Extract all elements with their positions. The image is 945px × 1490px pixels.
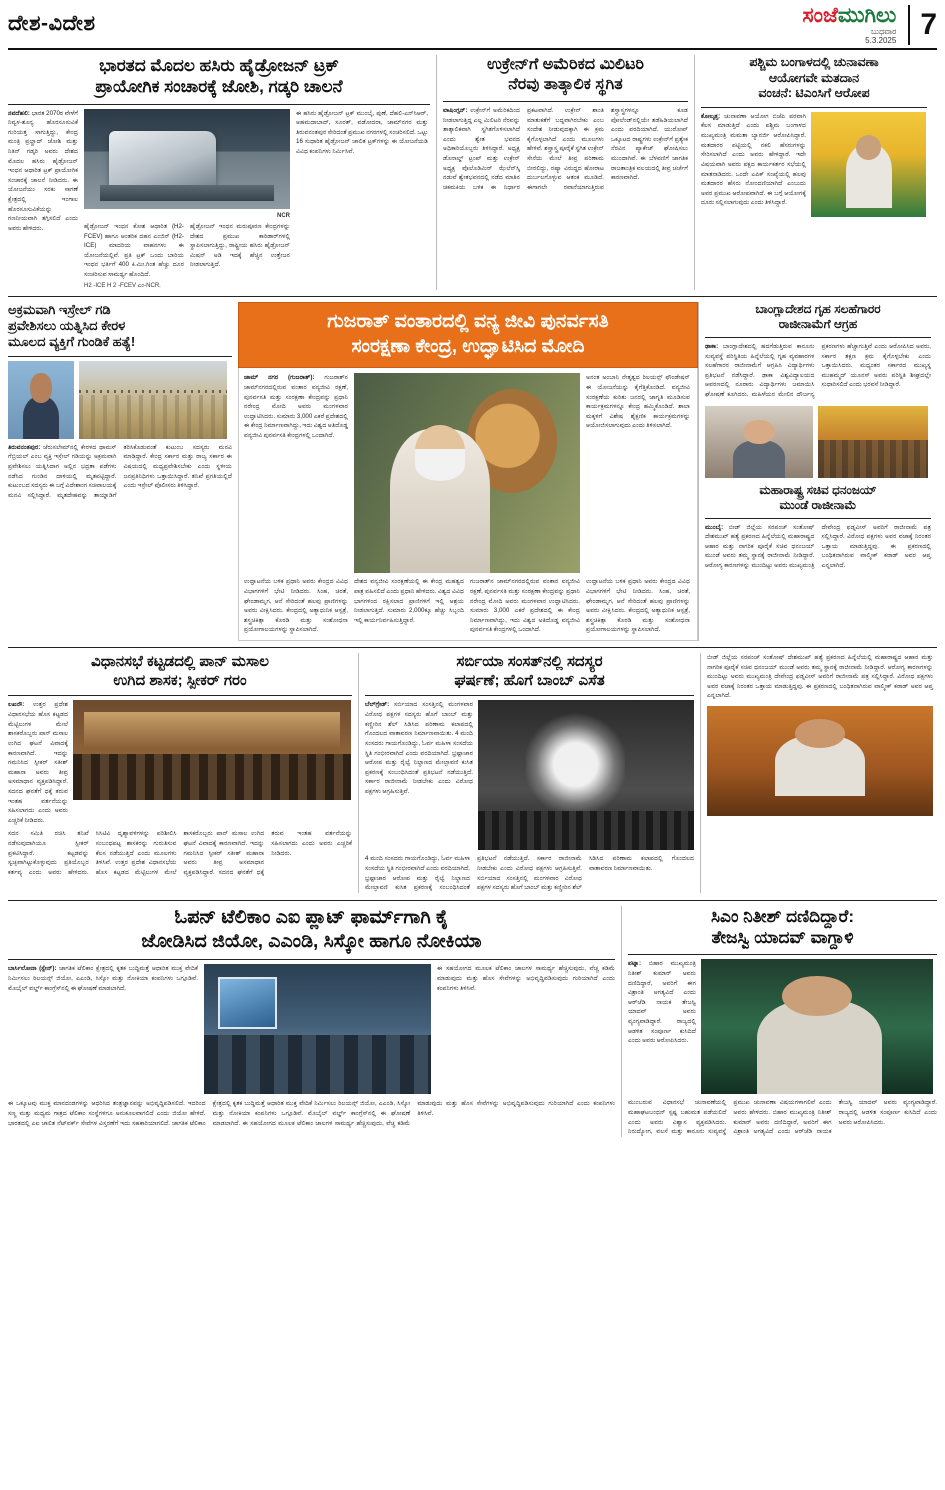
publication-date: 5.3.2025 (865, 36, 897, 45)
story-telecom-ai (8, 906, 621, 1137)
story-body-col1: ಜಾಮ್ ನಗರ (ಗುಜರಾತ್): ಗುಜರಾತ್‌ನ ಜಾಮ್‌ನಗರದಲ್ಲಿರುವ ವಂತಾರ ವನ್ಯಜೀವಿ ರಕ್ಷಣೆ, ಪುನರ್ವಸತಿ ಮತ್ತು ಸಂರಕ್ಷಣಾ ಕೇಂದ್ರವನ್ನು ಪ್ರಧಾನಿ ನರೇಂದ್ರ ಮೋದಿ ಅವರು ಮಂಗಳವಾರ ಉದ್ಘಾಟಿಸಿದರು. ಸುಮಾರು 3,000 ಎಕರೆ ಪ್ರದೇಶದಲ್ಲಿ ಈ ಕೇಂದ್ರ ನಿರ್ಮಾಣವಾಗಿದ್ದು, ಇದು ವಿಶ್ವದ ಅತಿದೊಡ್ಡ ವನ್ಯಜೀವಿ ಪುನರ್ವಸತಿ ಕೇಂದ್ರಗಳಲ್ಲಿ ಒಂದಾಗಿದೆ. (244, 374, 348, 439)
photo-caption-ncr: NCR (277, 212, 290, 219)
byline: ಬಾರ್ಸಿಲೋನಾ (ಸ್ಪೇನ್): (8, 965, 57, 973)
story-body-continued: ಸದನ ಸಮಿತಿ ರಚಿಸಿ ತನಿಖೆ ನಡೆಸುವುದಾಗಿಯೂ ಸ್ಪೀಕರ್ ಪ್ರಕಟಿಸಿದ್ದಾರೆ. ಕಟ್ಟಡವನ್ನು ಸ್ವಚ್ಛವಾಗಿಟ್ಟುಕೊಳ್ಳುವುದು ಪ್ರತಿಯೊಬ್ಬರ ಕರ್ತವ್ಯ ಎಂದು ಅವರು ಹೇಳಿದರು. ಸಿಸಿಟಿವಿ ದೃಶ್ಯಾವಳಿಗಳನ್ನು ಪರಿಶೀಲಿಸಿ ಸಂಬಂಧಪಟ್ಟ ಶಾಸಕರನ್ನು ಗುರುತಿಸುವ ಕೆಲಸ ನಡೆಯುತ್ತಿದೆ ಎಂದು ಮೂಲಗಳು ತಿಳಿಸಿವೆ. ಉತ್ತರ ಪ್ರದೇಶ ವಿಧಾನಸಭೆಯ ಹೊಸ ಕಟ್ಟಡದ ಮೆಟ್ಟಿಲುಗಳ ಮೇಲೆ ಶಾಸಕರೊಬ್ಬರು ಪಾನ್ ಮಸಾಲ ಉಗಿದ ಘಟನೆ ವಿವಾದಕ್ಕೆ ಕಾರಣವಾಗಿದೆ. ಇದನ್ನು ಗಮನಿಸಿದ ಸ್ಪೀಕರ್ ಸತೀಶ್ ಮಹಾನಾ ಅವರು ತೀವ್ರ ಅಸಮಾಧಾನ ವ್ಯಕ್ತಪಡಿಸಿದ್ದಾರೆ. ಸದನದ ಘನತೆಗೆ ಧಕ್ಕೆ ತರುವ ಇಂತಹ ವರ್ತನೆಯನ್ನು ಸಹಿಸಲಾಗದು ಎಂದು ಅವರು ಎಚ್ಚರಿಕೆ ನೀಡಿದರು. (8, 830, 352, 876)
story-ukraine-aid (436, 55, 694, 290)
story-body-col3b: ಗುಜರಾತ್‌ನ ಜಾಮ್‌ನಗರದಲ್ಲಿರುವ ವಂತಾರ ವನ್ಯಜೀವಿ ರಕ್ಷಣೆ, ಪುನರ್ವಸತಿ ಮತ್ತು ಸಂರಕ್ಷಣಾ ಕೇಂದ್ರವನ್ನು ಪ್ರಧಾನಿ ನರೇಂದ್ರ ಮೋದಿ ಅವರು ಮಂಗಳವಾರ ಉದ್ಘಾಟಿಸಿದರು. ಸುಮಾರು 3,000 ಎಕರೆ ಪ್ರದೇಶದಲ್ಲಿ ಈ ಕೇಂದ್ರ ನಿರ್ಮಾಣವಾಗಿದ್ದು, ಇದು ವಿಶ್ವದ ಅತಿದೊಡ್ಡ ವನ್ಯಜೀವಿ ಪುನರ್ವಸತಿ ಕೇಂದ್ರಗಳಲ್ಲಿ ಒಂದಾಗಿದೆ. (470, 578, 580, 634)
headline: ಬಾಂಗ್ಲಾದೇಶದ ಗೃಹ ಸಲಹೆಗಾರರ ರಾಜೀನಾಮೆಗೆ ಆಗ್ರಹ (755, 301, 881, 331)
byline: ಲಖನೌ: (8, 701, 25, 709)
headline: ಪಶ್ಚಿಮ ಬಂಗಾಳದಲ್ಲಿ ಚುನಾವಣಾ ಆಯೋಗವೇ ಮತದಾನ ವಂಚನೆ: ಟಿಎಂಸಿಗೆ ಆರೋಪ (749, 55, 879, 101)
parliament-smoke-photo (478, 700, 694, 850)
byline: ಜಾಮ್ ನಗರ (ಗುಜರಾತ್): (244, 374, 315, 382)
byline: ಮುಂಬೈ: (705, 523, 724, 531)
telecom-panel-photo (204, 964, 431, 1094)
minister-podium-photo (707, 706, 933, 816)
headline: ಸರ್ಬಿಯಾ ಸಂಸತ್‌ನಲ್ಲಿ ಸದಸ್ಯರ ಘರ್ಷಣೆ; ಹೊಗೆ ಬಾಂಬ್ ಎಸೆತ (454, 652, 605, 689)
headline: ಭಾರತದ ಮೊದಲ ಹಸಿರು ಹೈಡ್ರೋಜನ್ ಟ್ರಕ್ ಪ್ರಾಯೋಗಿಕ ಸಂಚಾರಕ್ಕೆ ಜೋಶಿ, ಗಡ್ಕರಿ ಚಾಲನೆ (95, 56, 343, 97)
byline: ಢಾಕಾ: (705, 342, 719, 350)
story-body-continued: ಮುಂಬರುವ ವಿಧಾನಸಭೆ ಚುನಾವಣೆಯಲ್ಲಿ ಮಹಾಘಟಬಂಧನ್ ಸ್ಪಷ್ಟ ಬಹುಮತ ಪಡೆಯಲಿದೆ ಎಂದು ಅವರು ವಿಶ್ವಾಸ ವ್ಯಕ್ತಪಡಿಸಿದರು. ನಿರುದ್ಯೋಗ, ವಲಸೆ ಮತ್ತು ಕಾನೂನು ಸುವ್ಯವಸ್ಥೆ ಪ್ರಮುಖ ಚುನಾವಣಾ ವಿಷಯಗಳಾಗಲಿವೆ ಎಂದು ಅವರು ಹೇಳಿದರು. ಬಿಹಾರ ಮುಖ್ಯಮಂತ್ರಿ ನಿತೀಶ್ ಕುಮಾರ್ ಅವರು ದಣಿದಿದ್ದಾರೆ, ಅವರಿಗೆ ಈಗ ವಿಶ್ರಾಂತಿ ಅಗತ್ಯವಿದೆ ಎಂದು ಆರ್‌ಜೆಡಿ ನಾಯಕ ತೇಜಸ್ವಿ ಯಾದವ್ ಅವರು ವ್ಯಂಗ್ಯವಾಡಿದ್ದಾರೆ. ರಾಜ್ಯದಲ್ಲಿ ಆಡಳಿತ ಸಂಪೂರ್ಣ ಕುಸಿದಿದೆ ಎಂದು ಅವರು ಆರೋಪಿಸಿದರು. (628, 1099, 937, 1136)
modi-beard (415, 449, 465, 481)
story-bangladesh-adviser (705, 302, 931, 400)
story-body-col4b: ಉದ್ಘಾಟನೆಯ ಬಳಿಕ ಪ್ರಧಾನಿ ಅವರು ಕೇಂದ್ರದ ವಿವಿಧ ವಿಭಾಗಗಳಿಗೆ ಭೇಟಿ ನೀಡಿದರು. ಸಿಂಹ, ಚಿರತೆ, ಘೇಂಡಾಮೃಗ, ಆನೆ ಸೇರಿದಂತೆ ಹಲವು ಪ್ರಾಣಿಗಳನ್ನು ಅವರು ವೀಕ್ಷಿಸಿದರು. ಕೇಂದ್ರದಲ್ಲಿ ಅತ್ಯಾಧುನಿಕ ಆಸ್ಪತ್ರೆ, ಶಸ್ತ್ರಚಿಕಿತ್ಸಾ ಕೊಠಡಿ ಮತ್ತು ಸಂಶೋಧನಾ ಪ್ರಯೋಗಾಲಯಗಳನ್ನು ಸ್ಥಾಪಿಸಲಾಗಿದೆ. (586, 578, 690, 634)
story-gujarat-vantara (238, 302, 698, 641)
story-body: ಮುಂಬೈ: ಬೀಡ್ ಜಿಲ್ಲೆಯ ಸರಪಂಚ್ ಸಂತೋಷ್ ದೇಶಮುಖ್ ಹತ್ಯೆ ಪ್ರಕರಣದ ಹಿನ್ನೆಲೆಯಲ್ಲಿ ಮಹಾರಾಷ್ಟ್ರದ ಆಹಾರ ಮತ್ತು ನಾಗರಿಕ ಪೂರೈಕೆ ಸಚಿವ ಧನಂಜಯ್ ಮುಂಡೆ ಅವರು ತಮ್ಮ ಸ್ಥಾನಕ್ಕೆ ರಾಜೀನಾಮೆ ನೀಡಿದ್ದಾರೆ. ಆರೋಗ್ಯ ಕಾರಣಗಳನ್ನು ಮುಂದಿಟ್ಟು ಅವರು ಮುಖ್ಯಮಂತ್ರಿ ದೇವೇಂದ್ರ ಫಡ್ನವೀಸ್ ಅವರಿಗೆ ರಾಜೀನಾಮೆ ಪತ್ರ ಸಲ್ಲಿಸಿದ್ದಾರೆ. ವಿರೋಧ ಪಕ್ಷಗಳು ಅವರ ವಜಾಕ್ಕೆ ನಿರಂತರ ಒತ್ತಾಯ ಮಾಡುತ್ತಿದ್ದವು. ಈ ಪ್ರಕರಣದಲ್ಲಿ ಬಂಧಿತನಾಗಿರುವ ವಾಲ್ಮೀಕ್ ಕರಾಡ್ ಅವರ ಆಪ್ತ ಎನ್ನಲಾಗಿದೆ. (705, 523, 931, 570)
presentation-screen (218, 977, 277, 1029)
byline: ತಿರುವನಂತಪುರ: (8, 443, 41, 451)
right-rail-second (698, 302, 931, 641)
story-body: ತಿರುವನಂತಪುರ: ಜೆರುಸಲೇಮ್‌ನಲ್ಲಿ ಕೇರಳದ ಥಾಮಸ್ ಗೆಬ್ರಿಯಲ್ ಎಂಬ ವ್ಯಕ್ತಿ ಇಸ್ರೇಲ್ ಗಡಿಯನ್ನು ಅಕ್ರಮವಾಗಿ ಪ್ರವೇಶಿಸಲು ಯತ್ನಿಸಿದಾಗ ಅಲ್ಲಿನ ಭದ್ರತಾ ಪಡೆಗಳು ನಡೆಸಿದ ಗುಂಡಿನ ದಾಳಿಯಲ್ಲಿ ಮೃತಪಟ್ಟಿದ್ದಾರೆ. ಕುಟುಂಬದ ಸದಸ್ಯರು ಈ ಬಗ್ಗೆ ವಿದೇಶಾಂಗ ಸಚಿವಾಲಯಕ್ಕೆ ಮನವಿ ಸಲ್ಲಿಸಿದ್ದಾರೆ. ಮೃತದೇಹವನ್ನು ತಾಯ್ನಾಡಿಗೆ ತರಿಸಿಕೊಡುವಂತೆ ಕುಟುಂಬ ಸದಸ್ಯರು ಮನವಿ ಮಾಡಿದ್ದಾರೆ. ಕೇಂದ್ರ ಸರ್ಕಾರ ಮತ್ತು ರಾಜ್ಯ ಸರ್ಕಾರ ಈ ವಿಷಯದಲ್ಲಿ ಮಧ್ಯಪ್ರವೇಶಿಸಬೇಕು ಎಂದು ಸ್ಥಳೀಯ ಜನಪ್ರತಿನಿಧಿಗಳು ಒತ್ತಾಯಿಸಿದ್ದಾರೆ. ತನಿಖೆ ಪ್ರಗತಿಯಲ್ಲಿದೆ ಎಂದು ಇಸ್ರೇಲ್ ಪೊಲೀಸರು ತಿಳಿಸಿದ್ದಾರೆ. (8, 443, 232, 499)
story-maharashtra-minister (705, 483, 931, 571)
story-body: ಢಾಕಾ: ಬಾಂಗ್ಲಾದೇಶದಲ್ಲಿ ಹದಗೆಡುತ್ತಿರುವ ಕಾನೂನು ಸುವ್ಯವಸ್ಥೆ ಪರಿಸ್ಥಿತಿಯ ಹಿನ್ನೆಲೆಯಲ್ಲಿ ಗೃಹ ವ್ಯವಹಾರಗಳ ಸಲಹೆಗಾರರ ರಾಜೀನಾಮೆಗೆ ಆಗ್ರಹಿಸಿ ವಿದ್ಯಾರ್ಥಿಗಳು ಪ್ರತಿಭಟನೆ ನಡೆಸಿದ್ದಾರೆ. ಢಾಕಾ ವಿಶ್ವವಿದ್ಯಾಲಯದ ಆವರಣದಲ್ಲಿ ನೂರಾರು ವಿದ್ಯಾರ್ಥಿಗಳು ಜಮಾಯಿಸಿ ಘೋಷಣೆ ಕೂಗಿದರು. ಮಹಿಳೆಯರ ಮೇಲಿನ ದೌರ್ಜನ್ಯ ಪ್ರಕರಣಗಳು ಹೆಚ್ಚಾಗುತ್ತಿವೆ ಎಂದು ಆರೋಪಿಸಿದ ಅವರು, ಸರ್ಕಾರ ತಕ್ಷಣ ಕ್ರಮ ಕೈಗೊಳ್ಳಬೇಕು ಎಂದು ಒತ್ತಾಯಿಸಿದರು. ಮಧ್ಯಂತರ ಸರ್ಕಾರದ ಮುಖ್ಯಸ್ಥ ಮುಹಮ್ಮದ್ ಯೂನಸ್ ಅವರು ಪರಿಸ್ಥಿತಿ ಶೀಘ್ರದಲ್ಲೇ ಸುಧಾರಿಸಲಿದೆ ಎಂದು ಭರವಸೆ ನೀಡಿದ್ದಾರೆ. (705, 342, 931, 398)
masthead-right (802, 6, 937, 44)
byline: ಕೋಲ್ಕತ್ತ: (701, 112, 721, 120)
right-rail-third (700, 653, 933, 893)
story-nitish-tejashwi (621, 906, 937, 1137)
crowd-photo (818, 406, 928, 478)
story-body-col1: ಲಖನೌ: ಉತ್ತರ ಪ್ರದೇಶ ವಿಧಾನಸಭೆಯ ಹೊಸ ಕಟ್ಟಡದ ಮೆಟ್ಟಿಲುಗಳ ಮೇಲೆ ಶಾಸಕರೊಬ್ಬರು ಪಾನ್ ಮಸಾಲ ಉಗಿದ ಘಟನೆ ವಿವಾದಕ್ಕೆ ಕಾರಣವಾಗಿದೆ. ಇದನ್ನು ಗಮನಿಸಿದ ಸ್ಪೀಕರ್ ಸತೀಶ್ ಮಹಾನಾ ಅವರು ತೀವ್ರ ಅಸಮಾಧಾನ ವ್ಯಕ್ತಪಡಿಸಿದ್ದಾರೆ. ಸದನದ ಘನತೆಗೆ ಧಕ್ಕೆ ತರುವ ಇಂತಹ ವರ್ತನೆಯನ್ನು ಸಹಿಸಲಾಗದು ಎಂದು ಅವರು ಎಚ್ಚರಿಕೆ ನೀಡಿದರು. (8, 701, 68, 824)
photo-label-small: H2 -ICE H 2 -FCEV ಎಂ-NCR. (84, 282, 161, 289)
story-body: ಕೋಲ್ಕತ್ತ: ಚುನಾವಣಾ ಆಯೋಗ ಬಿಜೆಪಿ ಪರವಾಗಿ ಕೆಲಸ ಮಾಡುತ್ತಿದೆ ಎಂದು ಪಶ್ಚಿಮ ಬಂಗಾಳದ ಮುಖ್ಯಮಂತ್ರಿ ಮಮತಾ ಬ್ಯಾನರ್ಜಿ ಆರೋಪಿಸಿದ್ದಾರೆ. ಮತದಾರರ ಪಟ್ಟಿಯಲ್ಲಿ ನಕಲಿ ಹೆಸರುಗಳನ್ನು ಸೇರಿಸಲಾಗಿದೆ ಎಂದು ಅವರು ಹೇಳಿದ್ದಾರೆ. ಇದೇ ವಿಷಯವಾಗಿ ಅವರು ಪಕ್ಷದ ಕಾರ್ಯಕರ್ತರ ಸಭೆಯಲ್ಲಿ ಮಾತನಾಡಿದರು. ಒಂದೇ ಎಪಿಕ್ ಸಂಖ್ಯೆಯಲ್ಲಿ ಹಲವು ಮತದಾರರ ಹೆಸರು ನೋಂದಣಿಯಾಗಿದೆ ಎಂಬುದು ಅವರ ಪ್ರಮುಖ ಆರೋಪವಾಗಿದೆ. ಈ ಬಗ್ಗೆ ಆಯೋಗಕ್ಕೆ ದೂರು ಸಲ್ಲಿಸಲಾಗುವುದು ಎಂದು ತಿಳಿಸಿದ್ದಾರೆ. (701, 112, 806, 207)
panel-audience (204, 1035, 431, 1095)
victim-photo (8, 361, 74, 439)
headline-banner: ಗುಜರಾತ್ ವಂತಾರದಲ್ಲಿ ವನ್ಯ ಜೀವಿ ಪುನರ್ವಸತಿ ಸಂರಕ್ಷಣಾ ಕೇಂದ್ರ, ಉದ್ಘಾಟಿಸಿದ ಮೋದಿ (238, 302, 698, 368)
newspaper-logo (802, 5, 896, 45)
story-body-col2b: ದೇಶದ ವನ್ಯಜೀವಿ ಸಂರಕ್ಷಣೆಯಲ್ಲಿ ಈ ಕೇಂದ್ರ ಮಹತ್ವದ ಪಾತ್ರ ವಹಿಸಲಿದೆ ಎಂದು ಪ್ರಧಾನಿ ಹೇಳಿದರು. ವಿಶ್ವದ ವಿವಿಧ ಭಾಗಗಳಿಂದ ರಕ್ಷಿಸಲಾದ ಪ್ರಾಣಿಗಳಿಗೆ ಇಲ್ಲಿ ಆಶ್ರಯ ನೀಡಲಾಗುತ್ತಿದೆ. ಸುಮಾರು 2,000ಕ್ಕೂ ಹೆಚ್ಚು ಸಿಬ್ಬಂದಿ ಇಲ್ಲಿ ಕಾರ್ಯನಿರ್ವಹಿಸುತ್ತಿದ್ದಾರೆ. (354, 578, 464, 624)
logo-part2: ಮುಗಿಲು (837, 4, 897, 27)
story-body-under-photo-2: ಹೈಡ್ರೋಜನ್ ಇಂಧನ ಮರುಪೂರಣ ಕೇಂದ್ರಗಳನ್ನು ದೇಶದ ಪ್ರಮುಖ ಕಾರಿಡಾರ್‌ಗಳಲ್ಲಿ ಸ್ಥಾಪಿಸಲಾಗುತ್ತಿದ್ದು, ರಾಷ್ಟ್ರೀಯ ಹಸಿರು ಹೈಡ್ರೋಜನ್ ಮಿಷನ್ ಅಡಿ ಇದಕ್ಕೆ ಹೆಚ್ಚಿನ ಉತ್ತೇಜನ ನೀಡಲಾಗುತ್ತಿದೆ. (190, 222, 290, 269)
minister-photo (705, 406, 813, 478)
story-israel-border (8, 302, 238, 641)
story-body-col3: ಈ ಸಹಯೋಗದ ಮೂಲಕ ಟೆಲಿಕಾಂ ಜಾಲಗಳ ಸಾಮರ್ಥ್ಯ ಹೆಚ್ಚಿಸುವುದು, ವೆಚ್ಚ ಕಡಿಮೆ ಮಾಡುವುದು ಮತ್ತು ಹೊಸ ಸೇವೆಗಳನ್ನು ಅಭಿವೃದ್ಧಿಪಡಿಸುವುದು ಗುರಿಯಾಗಿದೆ ಎಂದು ಕಂಪನಿಗಳು ತಿಳಿಸಿವೆ. (437, 965, 615, 992)
truck-photo (84, 109, 290, 209)
byline: ಬೆಲ್‌ಗ್ರೇಡ್: (365, 701, 390, 709)
story-body-continued: 4 ಮಂದಿ ಸಂಸದರು ಗಾಯಗೊಂಡಿದ್ದು, ಓರ್ವ ಮಹಿಳಾ ಸಂಸದೆಯ ಸ್ಥಿತಿ ಗಂಭೀರವಾಗಿದೆ ಎಂದು ವರದಿಯಾಗಿದೆ. ಭ್ರಷ್ಟಾಚಾರ ಆರೋಪ ಮತ್ತು ರೈಲ್ವೆ ನಿಲ್ದಾಣದ ಮೇಲ್ಛಾವಣಿ ಕುಸಿತ ಪ್ರಕರಣಕ್ಕೆ ಸಂಬಂಧಿಸಿದಂತೆ ಪ್ರತಿಭಟನೆ ನಡೆಯುತ್ತಿದೆ. ಸರ್ಕಾರ ರಾಜೀನಾಮೆ ನೀಡಬೇಕು ಎಂದು ವಿರೋಧ ಪಕ್ಷಗಳು ಆಗ್ರಹಿಸುತ್ತಿವೆ. ಸರ್ಬಿಯಾದ ಸಂಸತ್ತಿನಲ್ಲಿ ಮಂಗಳವಾರ ವಿರೋಧ ಪಕ್ಷಗಳ ಸದಸ್ಯರು ಹೊಗೆ ಬಾಂಬ್ ಮತ್ತು ಕಣ್ಣೀರಿನ ಶೆಲ್ ಸಿಡಿಸಿದ ಪರಿಣಾಮ ಕಲಾಪದಲ್ಲಿ ಗೊಂದಲದ ವಾತಾವರಣ ನಿರ್ಮಾಣವಾಯಿತು. (365, 855, 694, 892)
story-body-col2: ಈ ಹಸಿರು ಹೈಡ್ರೋಜನ್ ಟ್ರಕ್ ಮುಂಬೈ, ಪುಣೆ, ದೆಹಲಿ-ಎನ್‌ಸಿಆರ್, ಅಹಮದಾಬಾದ್, ಸೂರತ್, ವಡೋದರಾ, ಜಾಮ್‌ನಗರ ಮತ್ತು ತಿರುವನಂತಪುರ ಸೇರಿದಂತೆ ಪ್ರಮುಖ ನಗರಗಳಲ್ಲಿ ಸಂಚರಿಸಲಿದೆ. ಒಟ್ಟು 16 ಸುಧಾರಿತ ಹೈಡ್ರೋಜನ್ ಚಾಲಿತ ಟ್ರಕ್‌ಗಳನ್ನು ಈ ಯೋಜನೆಯಡಿ ವಿವಿಧ ಕಂಪನಿಗಳು ನಿರ್ಮಿಸಿವೆ. (296, 109, 428, 155)
story-body: ವಾಷಿಂಗ್ಟನ್: ಉಕ್ರೇನ್‌ಗೆ ಅಮೆರಿಕದಿಂದ ನೀಡಲಾಗುತ್ತಿದ್ದ ಎಲ್ಲ ಮಿಲಿಟರಿ ನೆರವನ್ನು ತಾತ್ಕಾಲಿಕವಾಗಿ ಸ್ಥಗಿತಗೊಳಿಸಲಾಗಿದೆ ಎಂದು ಶ್ವೇತ ಭವನದ ಅಧಿಕಾರಿಯೊಬ್ಬರು ತಿಳಿಸಿದ್ದಾರೆ. ಅಧ್ಯಕ್ಷ ಡೊನಾಲ್ಡ್ ಟ್ರಂಪ್ ಮತ್ತು ಉಕ್ರೇನ್ ಅಧ್ಯಕ್ಷ ವೊಲೊಡಿಮಿರ್ ಝೆಲೆನ್‌ಸ್ಕಿ ನಡುವೆ ಶ್ವೇತಭವನದಲ್ಲಿ ನಡೆದ ಮಾತಿನ ಚಕಮಕಿಯ ಬಳಿಕ ಈ ನಿರ್ಧಾರ ಪ್ರಕಟವಾಗಿದೆ. ಉಕ್ರೇನ್ ಶಾಂತಿ ಮಾತುಕತೆಗೆ ಬದ್ಧವಾಗಿರಬೇಕು ಎಂಬ ಸಂದೇಶ ನೀಡುವುದಕ್ಕಾಗಿ ಈ ಕ್ರಮ ಕೈಗೊಳ್ಳಲಾಗಿದೆ ಎಂದು ಮೂಲಗಳು ಹೇಳಿವೆ. ಶಸ್ತ್ರಾಸ್ತ್ರ ಪೂರೈಕೆ ಸ್ಥಗಿತ ಉಕ್ರೇನ್ ಸೇನೆಯ ಮೇಲೆ ತೀವ್ರ ಪರಿಣಾಮ ಬೀರಲಿದ್ದು, ರಷ್ಯಾ ವಿರುದ್ಧದ ಹೋರಾಟ ದುರ್ಬಲಗೊಳ್ಳುವ ಆತಂಕ ಮೂಡಿದೆ. ಈಗಾಗಲೇ ರವಾನೆಯಾಗುತ್ತಿರುವ ಶಸ್ತ್ರಾಸ್ತ್ರಗಳನ್ನೂ ಕೂಡ ಪೋಲೆಂಡ್‌ನಲ್ಲಿಯೇ ತಡೆಹಿಡಿಯಲಾಗಿದೆ ಎಂದು ವರದಿಯಾಗಿದೆ. ಯುರೋಪ್ ಒಕ್ಕೂಟದ ರಾಷ್ಟ್ರಗಳು ಉಕ್ರೇನ್‌ಗೆ ಪ್ರತ್ಯೇಕ ನೆರವಿನ ಪ್ಯಾಕೇಜ್ ಘೋಷಿಸಲು ಮುಂದಾಗಿವೆ. ಈ ಬೆಳವಣಿಗೆ ಜಾಗತಿಕ ರಾಜತಾಂತ್ರಿಕ ವಲಯದಲ್ಲಿ ತೀವ್ರ ಚರ್ಚೆಗೆ ಕಾರಣವಾಗಿದೆ. (443, 107, 688, 191)
story-body-maharashtra-cont: ಬೀಡ್ ಜಿಲ್ಲೆಯ ಸರಪಂಚ್ ಸಂತೋಷ್ ದೇಶಮುಖ್ ಹತ್ಯೆ ಪ್ರಕರಣದ ಹಿನ್ನೆಲೆಯಲ್ಲಿ ಮಹಾರಾಷ್ಟ್ರದ ಆಹಾರ ಮತ್ತು ನಾಗರಿಕ ಪೂರೈಕೆ ಸಚಿವ ಧನಂಜಯ್ ಮುಂಡೆ ಅವರು ತಮ್ಮ ಸ್ಥಾನಕ್ಕೆ ರಾಜೀನಾಮೆ ನೀಡಿದ್ದಾರೆ. ಆರೋಗ್ಯ ಕಾರಣಗಳನ್ನು ಮುಂದಿಟ್ಟು ಅವರು ಮುಖ್ಯಮಂತ್ರಿ ದೇವೇಂದ್ರ ಫಡ್ನವೀಸ್ ಅವರಿಗೆ ರಾಜೀನಾಮೆ ಪತ್ರ ಸಲ್ಲಿಸಿದ್ದಾರೆ. ವಿರೋಧ ಪಕ್ಷಗಳು ಅವರ ವಜಾಕ್ಕೆ ನಿರಂತರ ಒತ್ತಾಯ ಮಾಡುತ್ತಿದ್ದವು. ಈ ಪ್ರಕರಣದಲ್ಲಿ ಬಂಧಿತನಾಗಿರುವ ವಾಲ್ಮೀಕ್ ಕರಾಡ್ ಅವರ ಆಪ್ತ ಎನ್ನಲಾಗಿದೆ. (707, 653, 933, 700)
section-title: ದೇಶ-ವಿದೇಶ (8, 12, 96, 35)
logo-weekday: ಬುಧವಾರ (870, 27, 897, 36)
logo-part1: ಸಂಜೆ (802, 4, 838, 27)
story-paan-masala (8, 653, 358, 893)
story-bengal-poll (694, 55, 927, 290)
story-body-col1: ಬಾರ್ಸಿಲೋನಾ (ಸ್ಪೇನ್): ಜಾಗತಿಕ ಟೆಲಿಕಾಂ ಕ್ಷೇತ್ರದಲ್ಲಿ ಕೃತಕ ಬುದ್ಧಿಮತ್ತೆ ಆಧಾರಿತ ಮುಕ್ತ ವೇದಿಕೆ ನಿರ್ಮಿಸಲು ರಿಲಯನ್ಸ್ ಜಿಯೋ, ಎಎಂಡಿ, ಸಿಸ್ಕೋ ಮತ್ತು ನೋಕಿಯಾ ಕಂಪನಿಗಳು ಒಗ್ಗೂಡಿವೆ. ಮೊಬೈಲ್ ವರ್ಲ್ಡ್ ಕಾಂಗ್ರೆಸ್‌ನಲ್ಲಿ ಈ ಘೋಷಣೆ ಮಾಡಲಾಗಿದೆ. (8, 965, 198, 992)
byline: ಪಟ್ನಾ: (628, 960, 642, 968)
headline: ಉಕ್ರೇನ್‌ಗೆ ಅಮೆರಿಕದ ಮಿಲಿಟರಿ ನೆರವು ತಾತ್ಕಾಲಿಕ ಸ್ಥಗಿತ (487, 56, 644, 93)
headline: ವಿಧಾನಸಭೆ ಕಟ್ಟಡದಲ್ಲಿ ಪಾನ್ ಮಸಾಲ ಉಗಿದ ಶಾಸಕ; ಸ್ಪೀಕರ್ ಗರಂ (91, 652, 269, 689)
story-hydrogen-truck (8, 55, 436, 290)
story-body-under-photo-1: ಹೈಡ್ರೋಜನ್ ಇಂಧನ ಕೋಶ ಆಧಾರಿತ (H2-FCEV) ಹಾಗೂ ಆಂತರಿಕ ದಹನ ಎಂಜಿನ್ (H2-ICE) ಮಾದರಿಯ ವಾಹನಗಳು ಈ ಯೋಜನೆಯಲ್ಲಿವೆ. ಪ್ರತಿ ಟ್ರಕ್ ಒಂದು ಬಾರಿಯ ಇಂಧನ ಭರ್ತಿಗೆ 400 ಕಿ.ಮೀ.ಗಿಂತ ಹೆಚ್ಚು ದೂರ ಸಂಚರಿಸುವ ಸಾಮರ್ಥ್ಯ ಹೊಂದಿದೆ. (84, 222, 184, 278)
assembly-photo (73, 700, 351, 800)
byline: ನವದೆಹಲಿ: (8, 109, 30, 117)
byline: ವಾಷಿಂಗ್ಟನ್: (443, 107, 468, 114)
story-body-col1: ಪಟ್ನಾ: ಬಿಹಾರ ಮುಖ್ಯಮಂತ್ರಿ ನಿತೀಶ್ ಕುಮಾರ್ ಅವರು ದಣಿದಿದ್ದಾರೆ, ಅವರಿಗೆ ಈಗ ವಿಶ್ರಾಂತಿ ಅಗತ್ಯವಿದೆ ಎಂದು ಆರ್‌ಜೆಡಿ ನಾಯಕ ತೇಜಸ್ವಿ ಯಾದವ್ ಅವರು ವ್ಯಂಗ್ಯವಾಡಿದ್ದಾರೆ. ರಾಜ್ಯದಲ್ಲಿ ಆಡಳಿತ ಸಂಪೂರ್ಣ ಕುಸಿದಿದೆ ಎಂದು ಅವರು ಆರೋಪಿಸಿದರು. (628, 960, 697, 1045)
story-body-col1b: ಉದ್ಘಾಟನೆಯ ಬಳಿಕ ಪ್ರಧಾನಿ ಅವರು ಕೇಂದ್ರದ ವಿವಿಧ ವಿಭಾಗಗಳಿಗೆ ಭೇಟಿ ನೀಡಿದರು. ಸಿಂಹ, ಚಿರತೆ, ಘೇಂಡಾಮೃಗ, ಆನೆ ಸೇರಿದಂತೆ ಹಲವು ಪ್ರಾಣಿಗಳನ್ನು ಅವರು ವೀಕ್ಷಿಸಿದರು. ಕೇಂದ್ರದಲ್ಲಿ ಅತ್ಯಾಧುನಿಕ ಆಸ್ಪತ್ರೆ, ಶಸ್ತ್ರಚಿಕಿತ್ಸಾ ಕೊಠಡಿ ಮತ್ತು ಸಂಶೋಧನಾ ಪ್ರಯೋಗಾಲಯಗಳನ್ನು ಸ್ಥಾಪಿಸಲಾಗಿದೆ. (244, 578, 348, 634)
masthead (8, 6, 937, 50)
story-body-col4: ಅನಂತ ಅಂಬಾನಿ ನೇತೃತ್ವದ ರಿಲಯನ್ಸ್ ಫೌಂಡೇಷನ್ ಈ ಯೋಜನೆಯನ್ನು ಕೈಗೆತ್ತಿಕೊಂಡಿದೆ. ವನ್ಯಜೀವಿ ಸಂರಕ್ಷಣೆಯ ಕುರಿತು ಜನರಲ್ಲಿ ಜಾಗೃತಿ ಮೂಡಿಸುವ ಕಾರ್ಯಕ್ರಮಗಳನ್ನೂ ಕೇಂದ್ರ ಹಮ್ಮಿಕೊಂಡಿದೆ. ಶಾಲಾ ಮಕ್ಕಳಿಗೆ ವಿಶೇಷ ಶೈಕ್ಷಣಿಕ ಕಾರ್ಯಕ್ರಮಗಳನ್ನು ಆಯೋಜಿಸಲಾಗುವುದು ಎಂದು ತಿಳಿಸಲಾಗಿದೆ. (586, 374, 690, 430)
story-body: ನವದೆಹಲಿ: ಭಾರತ 2070ರ ವೇಳೆಗೆ ನಿವ್ವಳ-ಶೂನ್ಯ ಹೊರಸೂಸುವಿಕೆ ಗುರಿಯತ್ತ ಸಾಗುತ್ತಿದ್ದು, ಕೇಂದ್ರ ಮಂತ್ರಿ ಪ್ರಲ್ಹಾದ್ ಜೋಶಿ ಮತ್ತು ನಿತಿನ್ ಗಡ್ಕರಿ ಅವರು ದೇಶದ ಮೊದಲ ಹಸಿರು ಹೈಡ್ರೋಜನ್ ಇಂಧನ ಆಧಾರಿತ ಟ್ರಕ್ ಪ್ರಾಯೋಗಿಕ ಸಂಚಾರಕ್ಕೆ ಚಾಲನೆ ನೀಡಿದರು. ಈ ಯೋಜನೆಯು ಸರಕು ಸಾಗಣೆ ಕ್ಷೇತ್ರದಲ್ಲಿ ಇಂಗಾಲ ಹೊರಸೂಸುವಿಕೆಯನ್ನು ಗಣನೀಯವಾಗಿ ತಗ್ಗಿಸಲಿದೆ ಎಂದು ಅವರು ಹೇಳಿದರು. (8, 109, 79, 232)
story-body-col1: ಬೆಲ್‌ಗ್ರೇಡ್: ಸರ್ಬಿಯಾದ ಸಂಸತ್ತಿನಲ್ಲಿ ಮಂಗಳವಾರ ವಿರೋಧ ಪಕ್ಷಗಳ ಸದಸ್ಯರು ಹೊಗೆ ಬಾಂಬ್ ಮತ್ತು ಕಣ್ಣೀರಿನ ಶೆಲ್ ಸಿಡಿಸಿದ ಪರಿಣಾಮ ಕಲಾಪದಲ್ಲಿ ಗೊಂದಲದ ವಾತಾವರಣ ನಿರ್ಮಾಣವಾಯಿತು. 4 ಮಂದಿ ಸಂಸದರು ಗಾಯಗೊಂಡಿದ್ದು, ಓರ್ವ ಮಹಿಳಾ ಸಂಸದೆಯ ಸ್ಥಿತಿ ಗಂಭೀರವಾಗಿದೆ ಎಂದು ವರದಿಯಾಗಿದೆ. ಭ್ರಷ್ಟಾಚಾರ ಆರೋಪ ಮತ್ತು ರೈಲ್ವೆ ನಿಲ್ದಾಣದ ಮೇಲ್ಛಾವಣಿ ಕುಸಿತ ಪ್ರಕರಣಕ್ಕೆ ಸಂಬಂಧಿಸಿದಂತೆ ಪ್ರತಿಭಟನೆ ನಡೆಯುತ್ತಿದೆ. ಸರ್ಕಾರ ರಾಜೀನಾಮೆ ನೀಡಬೇಕು ಎಂದು ವಿರೋಧ ಪಕ್ಷಗಳು ಆಗ್ರಹಿಸುತ್ತಿವೆ. (365, 701, 474, 795)
page-number: 7 (908, 5, 937, 45)
story-body-continued: ಈ ಒಕ್ಕೂಟವು ಮುಕ್ತ ಮಾನದಂಡಗಳನ್ನು ಆಧರಿಸಿದ ತಂತ್ರಜ್ಞಾನವನ್ನು ಅಭಿವೃದ್ಧಿಪಡಿಸಲಿದೆ. ಇದರಿಂದ ಸಣ್ಣ ಮತ್ತು ಮಧ್ಯಮ ಗಾತ್ರದ ಟೆಲಿಕಾಂ ಸಂಸ್ಥೆಗಳಿಗೂ ಅನುಕೂಲವಾಗಲಿದೆ ಎಂದು ಜಿಯೋ ಹೇಳಿದೆ. ಭಾರತದಲ್ಲಿ ಎಐ ಚಾಲಿತ ನೆಟ್‌ವರ್ಕ್ ಸೇವೆಗಳ ವಿಸ್ತರಣೆಗೆ ಇದು ಸಹಕಾರಿಯಾಗಲಿದೆ. ಜಾಗತಿಕ ಟೆಲಿಕಾಂ ಕ್ಷೇತ್ರದಲ್ಲಿ ಕೃತಕ ಬುದ್ಧಿಮತ್ತೆ ಆಧಾರಿತ ಮುಕ್ತ ವೇದಿಕೆ ನಿರ್ಮಿಸಲು ರಿಲಯನ್ಸ್ ಜಿಯೋ, ಎಎಂಡಿ, ಸಿಸ್ಕೋ ಮತ್ತು ನೋಕಿಯಾ ಕಂಪನಿಗಳು ಒಗ್ಗೂಡಿವೆ. ಮೊಬೈಲ್ ವರ್ಲ್ಡ್ ಕಾಂಗ್ರೆಸ್‌ನಲ್ಲಿ ಈ ಘೋಷಣೆ ಮಾಡಲಾಗಿದೆ. ಈ ಸಹಯೋಗದ ಮೂಲಕ ಟೆಲಿಕಾಂ ಜಾಲಗಳ ಸಾಮರ್ಥ್ಯ ಹೆಚ್ಚಿಸುವುದು, ವೆಚ್ಚ ಕಡಿಮೆ ಮಾಡುವುದು ಮತ್ತು ಹೊಸ ಸೇವೆಗಳನ್ನು ಅಭಿವೃದ್ಧಿಪಡಿಸುವುದು ಗುರಿಯಾಗಿದೆ ಎಂದು ಕಂಪನಿಗಳು ತಿಳಿಸಿವೆ. (8, 1100, 615, 1127)
headline: ಓಪನ್ ಟೆಲಿಕಾಂ ಎಐ ಪ್ಲಾಟ್ ಫಾರ್ಮ್‌ಗಾಗಿ ಕೈ ಜೋಡಿಸಿದ ಜಿಯೋ, ಎಎಂಡಿ, ಸಿಸ್ಕೋ ಹಾಗೂ ನೋಕಿಯಾ (141, 906, 482, 952)
headline: ಅಕ್ರಮವಾಗಿ ಇಸ್ರೇಲ್ ಗಡಿ ಪ್ರವೇಶಿಸಲು ಯತ್ನಿಸಿದ ಕೇರಳ ಮೂಲದ ವ್ಯಕ್ತಿಗೆ ಗುಂಡಿಕೆ ಹತ್ಯೆ! (8, 301, 136, 350)
tejashwi-photo (701, 959, 933, 1094)
modi-lion-photo (354, 373, 580, 573)
logo-text (802, 5, 896, 26)
story-serbia-parliament (358, 653, 700, 893)
headline: ಮಹಾರಾಷ್ಟ್ರ ಸಚಿವ ಧನಂಜಯ್ ಮುಂಡೆ ರಾಜೀನಾಮೆ (759, 482, 877, 512)
mamata-photo (811, 112, 926, 217)
border-fence-photo (79, 361, 227, 439)
headline: ಸಿಎಂ ನಿತೀಶ್ ದಣಿದಿದ್ದಾರೆ: ತೇಜಸ್ವಿ ಯಾದವ್ ವಾಗ್ದಾಳಿ (711, 906, 854, 948)
